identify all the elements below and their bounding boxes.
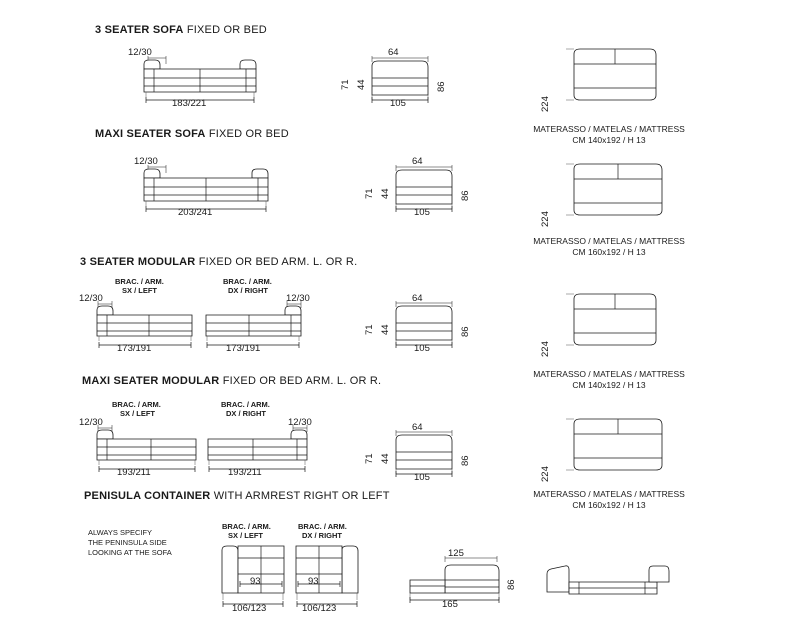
caption-maxmod-mattress-2: CM 160x192 / H 13 xyxy=(572,500,646,510)
dim-maxmod-side-right: 86 xyxy=(460,455,471,466)
dim-3mod-side-bottom: 105 xyxy=(414,343,430,354)
drawing-maxi-front xyxy=(140,165,272,210)
dim-maxmod-side-bottom: 105 xyxy=(414,472,430,483)
label-pen-right-arm-2: DX / RIGHT xyxy=(302,531,343,540)
dim-3mod-left-bottom: 173/191 xyxy=(117,343,152,354)
section-title-3-seater-sofa xyxy=(95,24,267,36)
section-title-maxi-seater-modular xyxy=(82,375,381,387)
label-3mod-left-arm-1: BRAC. / ARM. xyxy=(115,277,164,286)
label-pen-left-arm-2: SX / LEFT xyxy=(228,531,264,540)
dim-pen-left-inner: 93 xyxy=(250,576,261,587)
note-penisula-3: LOOKING AT THE SOFA xyxy=(88,548,172,557)
note-penisula-1: ALWAYS SPECIFY xyxy=(88,528,153,537)
drawing-3mod-left-front xyxy=(96,300,196,345)
dim-maxi-front-top: 12/30 xyxy=(134,156,158,167)
dim-maxmod-left-bottom: 193/211 xyxy=(117,467,151,478)
dim-maxi-side-right: 86 xyxy=(460,190,471,201)
caption-maxi-mattress-1: MATERASSO / MATELAS / MATTRESS xyxy=(533,236,685,246)
label-maxmod-right-arm-2: DX / RIGHT xyxy=(226,409,267,418)
drawing-maxmod-left-front xyxy=(96,424,200,469)
dim-maxmod-left-top: 12/30 xyxy=(79,417,103,428)
section-title-rest: FIXED OR BED ARM. L. OR R. xyxy=(195,256,358,268)
drawing-pen-left xyxy=(218,542,290,604)
section-title-bold: PENISULA CONTAINER xyxy=(84,490,211,502)
drawing-pen-right xyxy=(290,542,362,604)
dim-3seater-front-top: 12/30 xyxy=(128,47,152,58)
dim-maxi-side-left: 71 xyxy=(364,188,375,199)
drawing-3seater-front xyxy=(140,56,260,101)
dim-3seater-front-bottom: 183/221 xyxy=(172,98,207,109)
label-3mod-right-arm-1: BRAC. / ARM. xyxy=(223,277,272,286)
section-title-rest: WITH ARMREST RIGHT OR LEFT xyxy=(210,490,390,502)
drawing-3mod-mattress xyxy=(560,285,670,355)
caption-3mod-mattress-1: MATERASSO / MATELAS / MATTRESS xyxy=(533,369,685,379)
dim-maxmod-side-inner: 44 xyxy=(380,453,391,464)
dim-maxi-front-bottom: 203/241 xyxy=(178,207,213,218)
caption-3seater-mattress-2: CM 140x192 / H 13 xyxy=(572,135,646,145)
dim-maxmod-side-left: 71 xyxy=(364,453,375,464)
dim-3seater-side-inner: 44 xyxy=(356,79,367,90)
dim-3mod-left-top: 12/30 xyxy=(79,293,103,304)
dim-maxi-side-inner: 44 xyxy=(380,188,391,199)
dim-3mod-side-right: 86 xyxy=(460,326,471,337)
dim-3seater-side-top: 64 xyxy=(388,47,399,58)
dim-3mod-mattress-height: 224 xyxy=(540,341,551,357)
dim-maxmod-mattress-height: 224 xyxy=(540,466,551,482)
dim-3seater-side-bottom: 105 xyxy=(390,98,406,109)
dim-3seater-side-left: 71 xyxy=(340,79,351,90)
dim-pen-side-right: 86 xyxy=(506,579,517,590)
dim-3seater-side-right: 86 xyxy=(436,81,447,92)
dim-3seater-mattress-height: 224 xyxy=(540,96,551,112)
section-title-penisula-container xyxy=(84,490,390,502)
dim-maxi-side-top: 64 xyxy=(412,156,423,167)
dim-maxi-side-bottom: 105 xyxy=(414,207,430,218)
dim-pen-right-bottom: 106/123 xyxy=(302,603,337,614)
dim-maxmod-right-bottom: 193/211 xyxy=(228,467,262,478)
caption-maxmod-mattress-1: MATERASSO / MATELAS / MATTRESS xyxy=(533,489,685,499)
drawing-3mod-right-front xyxy=(205,300,305,345)
label-maxmod-right-arm-1: BRAC. / ARM. xyxy=(221,400,270,409)
section-title-rest: FIXED OR BED ARM. L. OR R. xyxy=(219,375,382,387)
caption-3mod-mattress-2: CM 140x192 / H 13 xyxy=(572,380,646,390)
label-3mod-left-arm-2: SX / LEFT xyxy=(122,286,158,295)
drawing-maxmod-mattress xyxy=(560,410,676,480)
section-title-bold: MAXI SEATER SOFA xyxy=(95,128,206,140)
dim-pen-left-bottom: 106/123 xyxy=(232,603,267,614)
label-maxmod-left-arm-1: BRAC. / ARM. xyxy=(112,400,161,409)
drawing-3seater-mattress xyxy=(560,40,670,110)
section-title-bold: 3 SEATER MODULAR xyxy=(80,256,196,268)
section-title-rest: FIXED OR BED xyxy=(205,128,289,140)
section-title-bold: MAXI SEATER MODULAR xyxy=(82,375,220,387)
section-title-bold: 3 SEATER SOFA xyxy=(95,24,184,36)
section-title-3-seater-modular xyxy=(80,256,357,268)
dim-3mod-side-inner: 44 xyxy=(380,324,391,335)
label-3mod-right-arm-2: DX / RIGHT xyxy=(228,286,269,295)
drawing-maxi-mattress xyxy=(560,155,676,225)
dim-3mod-side-left: 71 xyxy=(364,324,375,335)
dim-pen-right-inner: 93 xyxy=(308,576,319,587)
caption-3seater-mattress-1: MATERASSO / MATELAS / MATTRESS xyxy=(533,124,685,134)
dim-maxmod-right-top: 12/30 xyxy=(288,417,312,428)
section-title-maxi-seater-sofa xyxy=(95,128,289,140)
note-penisula-2: THE PENINSULA SIDE xyxy=(88,538,167,547)
dim-3mod-right-bottom: 173/191 xyxy=(226,343,261,354)
dim-3mod-side-top: 64 xyxy=(412,293,423,304)
drawing-maxmod-right-front xyxy=(207,424,311,469)
dim-maxi-mattress-height: 224 xyxy=(540,211,551,227)
caption-maxi-mattress-2: CM 160x192 / H 13 xyxy=(572,247,646,257)
label-maxmod-left-arm-2: SX / LEFT xyxy=(120,409,156,418)
dim-maxmod-side-top: 64 xyxy=(412,422,423,433)
dim-3mod-right-top: 12/30 xyxy=(286,293,310,304)
drawing-pen-open-side xyxy=(545,556,675,604)
section-title-rest: FIXED OR BED xyxy=(183,24,267,36)
dim-pen-side-bottom: 165 xyxy=(442,599,458,610)
label-pen-right-arm-1: BRAC. / ARM. xyxy=(298,522,347,531)
label-pen-left-arm-1: BRAC. / ARM. xyxy=(222,522,271,531)
dim-pen-side-top: 125 xyxy=(448,548,464,559)
